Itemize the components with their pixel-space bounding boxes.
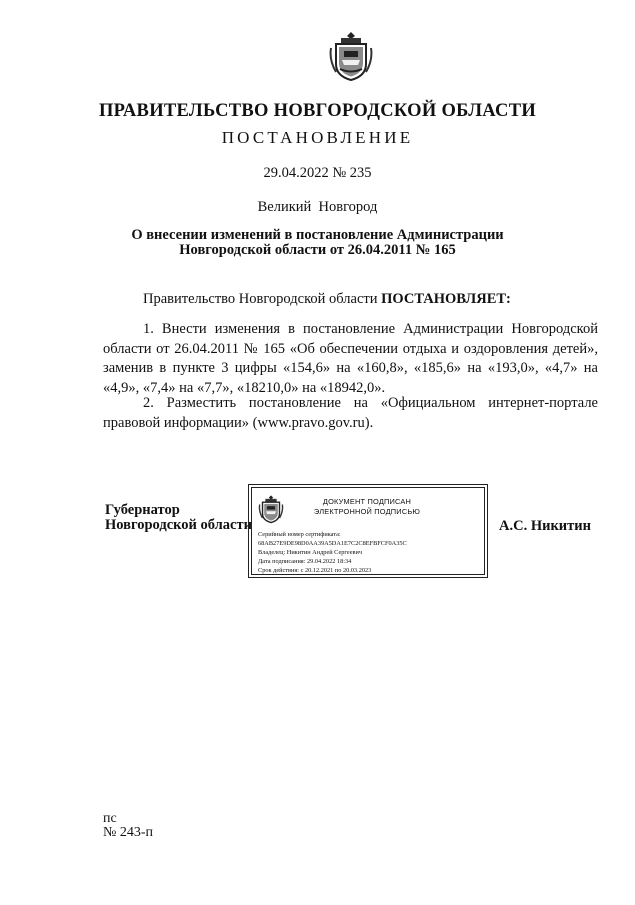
intro-sentence bbox=[143, 291, 511, 308]
government-title: ПРАВИТЕЛЬСТВО НОВГОРОДСКОЙ ОБЛАСТИ bbox=[98, 101, 537, 121]
stamp-owner: Владелец: Никитин Андрей Сергеевич bbox=[258, 549, 363, 556]
footer-line-1: пс bbox=[103, 811, 117, 826]
signer-position bbox=[105, 503, 252, 532]
stamp-serial-value: 68AB27E9DE98D0AA39A5DA1E7C2C8EFBFCF0A35C bbox=[258, 540, 407, 547]
signer-position-line-1: Губернатор bbox=[105, 502, 180, 518]
stamp-header bbox=[292, 497, 442, 517]
stamp-validity: Срок действия: с 20.12.2021 по 20.03.2023 bbox=[258, 567, 372, 574]
e-signature-stamp bbox=[248, 484, 488, 578]
stamp-header-line-1: ДОКУМЕНТ ПОДПИСАН bbox=[322, 497, 412, 506]
novgorod-coat-of-arms-icon bbox=[328, 30, 374, 82]
signer-name: А.С. Никитин bbox=[499, 518, 591, 534]
stamp-header-line-2: ЭЛЕКТРОННОЙ ПОДПИСЬЮ bbox=[313, 507, 421, 516]
decree-word: ПОСТАНОВЛЯЕТ: bbox=[381, 291, 511, 307]
subject-line-1: О внесении изменений в постановление Администрации bbox=[131, 227, 504, 243]
footer-line-2: № 243-п bbox=[103, 825, 154, 840]
stamp-signed-date: Дата подписания: 29.04.2022 18:34 bbox=[258, 558, 352, 565]
signer-position-line-2: Новгородской области bbox=[105, 516, 252, 533]
document-date-number: 29.04.2022 № 235 bbox=[263, 165, 372, 181]
paragraph-2: 2. Разместить постановление на «Официальном интернет-портале правовой информации» (www.pravo.gov.ru). bbox=[103, 395, 598, 431]
document-city: Великий Новгород bbox=[257, 199, 378, 215]
paragraph-1: 1. Внести изменения в постановление Администрации Новгородской области от 26.04.2011 № 165 «Об обеспечении отдыха и оздоровления детей», заменив в пункте 3 цифры «154,6» на «160,8», «185,6» на «193,0», «4,7» на «4,9», «7,4» на «7,7», «18210,0» на «18942,0». bbox=[103, 321, 598, 396]
subject-line-2: Новгородской области от 26.04.2011 № 165 bbox=[179, 242, 456, 258]
document-type: ПОСТАНОВЛЕНИЕ bbox=[221, 128, 414, 147]
stamp-serial-label: Серийный номер сертификата: bbox=[258, 531, 341, 538]
intro-text: Правительство Новгородской области bbox=[143, 291, 382, 307]
novgorod-coat-of-arms-small-icon bbox=[258, 494, 284, 524]
document-subject bbox=[0, 228, 635, 258]
